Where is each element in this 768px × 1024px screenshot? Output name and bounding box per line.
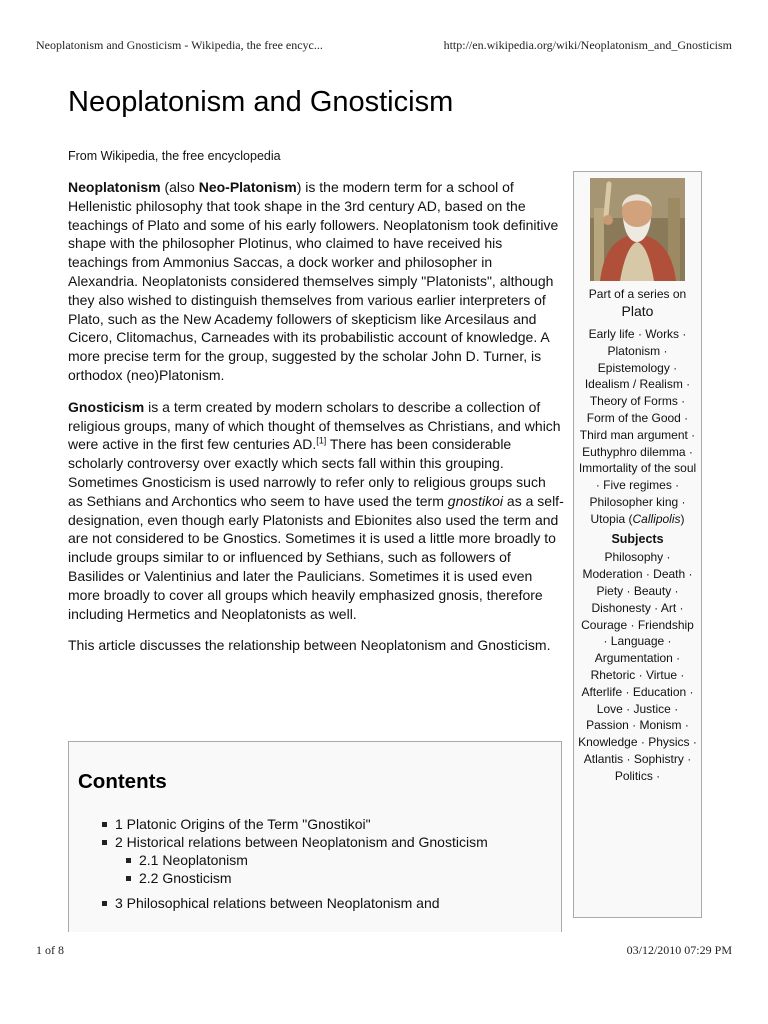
series-label: Part of a series on: [588, 287, 687, 301]
infobox-link[interactable]: Epistemology: [597, 360, 670, 375]
page-title: Neoplatonism and Gnosticism: [68, 86, 454, 118]
infobox-link[interactable]: Courage: [581, 617, 628, 632]
plato-portrait: [590, 178, 685, 281]
toc-item[interactable]: 3 Philosophical relations between Neoplatonism and: [101, 894, 488, 912]
infobox-link[interactable]: Beauty: [633, 583, 672, 598]
infobox-link[interactable]: Afterlife: [581, 684, 623, 699]
infobox-link[interactable]: Piety: [596, 583, 624, 598]
infobox-link[interactable]: Platonism: [607, 343, 661, 358]
infobox-link[interactable]: Love: [596, 701, 623, 716]
infobox-link[interactable]: Art: [660, 600, 677, 615]
plato-portrait-image: [590, 178, 685, 281]
infobox-link[interactable]: Monism: [639, 718, 682, 733]
infobox-link[interactable]: Philosophy: [604, 550, 664, 565]
infobox-link[interactable]: Dishonesty: [591, 600, 651, 615]
infobox-link[interactable]: Idealism / Realism: [584, 377, 683, 392]
infobox-link[interactable]: Early life: [588, 327, 635, 341]
print-datetime: 03/12/2010 07:29 PM: [626, 943, 732, 957]
infobox-link[interactable]: Third man argument: [579, 427, 688, 442]
table-of-contents: [68, 741, 562, 932]
article-body: [68, 178, 564, 668]
infobox-link[interactable]: Physics: [648, 735, 690, 750]
print-footer: [36, 943, 732, 958]
infobox-link[interactable]: Friendship: [637, 617, 694, 632]
paragraph-text: (also: [160, 179, 199, 195]
infobox-link[interactable]: Rhetoric: [590, 667, 636, 682]
infobox-link[interactable]: Language: [610, 634, 665, 649]
infobox-link[interactable]: Immortality of the soul: [578, 461, 697, 476]
infobox-link[interactable]: Five regimes: [603, 478, 672, 493]
toc-list: [101, 815, 488, 912]
toc-item[interactable]: 2.2 Gnosticism: [125, 869, 488, 887]
term-neo-platonism: Neo-Platonism: [198, 179, 297, 195]
print-header: [36, 38, 732, 53]
paragraph-text: There has been considerable scholarly controversy over exactly which sects fall within this grouping. Sometimes Gnosticism is used narrowly to refer only to religious groups such as Sethians and Archontics who seem to have used the term: [68, 436, 546, 509]
infobox-link[interactable]: Theory of Forms: [589, 394, 678, 409]
paragraph-text: ) is the modern term for a school of Hellenistic philosophy that took shape in the 3rd century AD, based on the teachings of Plato and some of his early followers. Neoplatonism took definitive shape with the philosopher Plotinus, who claimed to have received his teachings from Ammonius Saccas, a dock worker and philosopher in Alexandria. Neoplatonists considered themselves simply "Platonists", although they also wished to distinguish themselves from various earlier interpreters of Plato, such as the New Academy followers of skepticism like Arcesilaus and Cicero, Clitomachus, Carneades with its probabilistic account of knowledge. A more precise term for the group, suggested by the scholar John D. Turner, is orthodox (neo)Platonism.: [68, 179, 559, 383]
term-gnostikoi: gnostikoi: [447, 492, 504, 509]
toc-item[interactable]: 2.1 Neoplatonism: [125, 851, 488, 869]
term-neoplatonism: Neoplatonism: [68, 179, 161, 195]
gnosticism-paragraph: [68, 398, 564, 624]
paragraph-text: is a term created by modern scholars to describe a collection of religious groups, many of which thought of themselves as Christians, and which were active in the first few centuries AD.: [68, 398, 561, 453]
reference-link[interactable]: [1]: [316, 435, 327, 446]
infobox-link[interactable]: Callipolis: [632, 511, 681, 526]
infobox-link[interactable]: Death: [653, 567, 686, 582]
infobox-link[interactable]: Passion: [586, 718, 629, 733]
print-page-title: Neoplatonism and Gnosticism - Wikipedia, the free encyc...: [36, 38, 323, 52]
infobox-link[interactable]: Moderation: [582, 567, 643, 582]
infobox-link[interactable]: Justice: [633, 701, 671, 716]
paragraph-text: as a self-designation, even though early Platonists and Ebionites also used the term and are not considered to be Gnostics. Sometimes it is used a little more broadly to include groups similar to or influenced by Sethians, such as followers of Basilides or Valentinius and later the Paulicians. Sometimes it is used even more broadly to cover all groups which heavily emphasized gnosis, therefore including Hermetics and Neoplatonists as well.: [68, 492, 564, 622]
plato-infobox: [573, 171, 702, 918]
infobox-link[interactable]: Virtue: [645, 667, 678, 682]
infobox-link[interactable]: Works: [645, 327, 680, 341]
term-gnosticism: Gnosticism: [68, 398, 145, 415]
infobox-links: [578, 326, 697, 785]
scope-paragraph: This article discusses the relationship between Neoplatonism and Gnosticism.: [68, 637, 551, 654]
infobox-link[interactable]: Atlantis: [583, 751, 624, 766]
infobox-link[interactable]: Form of the Good: [586, 410, 681, 425]
subject-links: Philosophy · Moderation · Death · Piety · Beauty · Dishonesty · Art · Courage · Friendship · Language · Argumentation · Rhetoric · Virtue · Afterlife · Education · Love · Justice · Passion · Monism · Knowledge · Physics · Atlantis · Sophistry · Politics ·: [578, 550, 697, 783]
intro-paragraph: [68, 178, 564, 385]
infobox-link[interactable]: Argumentation: [594, 651, 673, 666]
infobox-link[interactable]: Politics: [614, 768, 653, 783]
infobox-link[interactable]: Knowledge: [578, 735, 638, 750]
toc-item[interactable]: 2 Historical relations between Neoplatonism and Gnosticism: [101, 833, 488, 851]
infobox-link[interactable]: Philosopher king: [589, 494, 679, 509]
infobox-link[interactable]: Sophistry: [633, 751, 684, 766]
infobox-link[interactable]: Euthyphro dilemma: [582, 444, 686, 459]
infobox-link[interactable]: ): [680, 511, 685, 526]
page-count: 1 of 8: [36, 943, 64, 957]
infobox-link[interactable]: Utopia (: [590, 511, 633, 526]
site-tagline: From Wikipedia, the free encyclopedia: [68, 149, 281, 163]
biography-links: Early life · Works · Platonism · Epistemology · Idealism / Realism · Theory of Forms · Form of the Good · Third man argument · Euthyphro dilemma · Immortality of the soul · Five regimes · Philosopher king · Utopia (Callipolis): [578, 327, 697, 526]
toc-item[interactable]: 1 Platonic Origins of the Term "Gnostikoi": [101, 815, 488, 833]
title-divider: [68, 132, 700, 133]
toc-title: Contents: [78, 770, 167, 793]
subjects-heading: Subjects: [611, 531, 664, 546]
series-name[interactable]: Plato: [621, 303, 654, 319]
infobox-link[interactable]: Education: [632, 684, 687, 699]
print-url[interactable]: http://en.wikipedia.org/wiki/Neoplatonism_and_Gnosticism: [443, 38, 732, 52]
